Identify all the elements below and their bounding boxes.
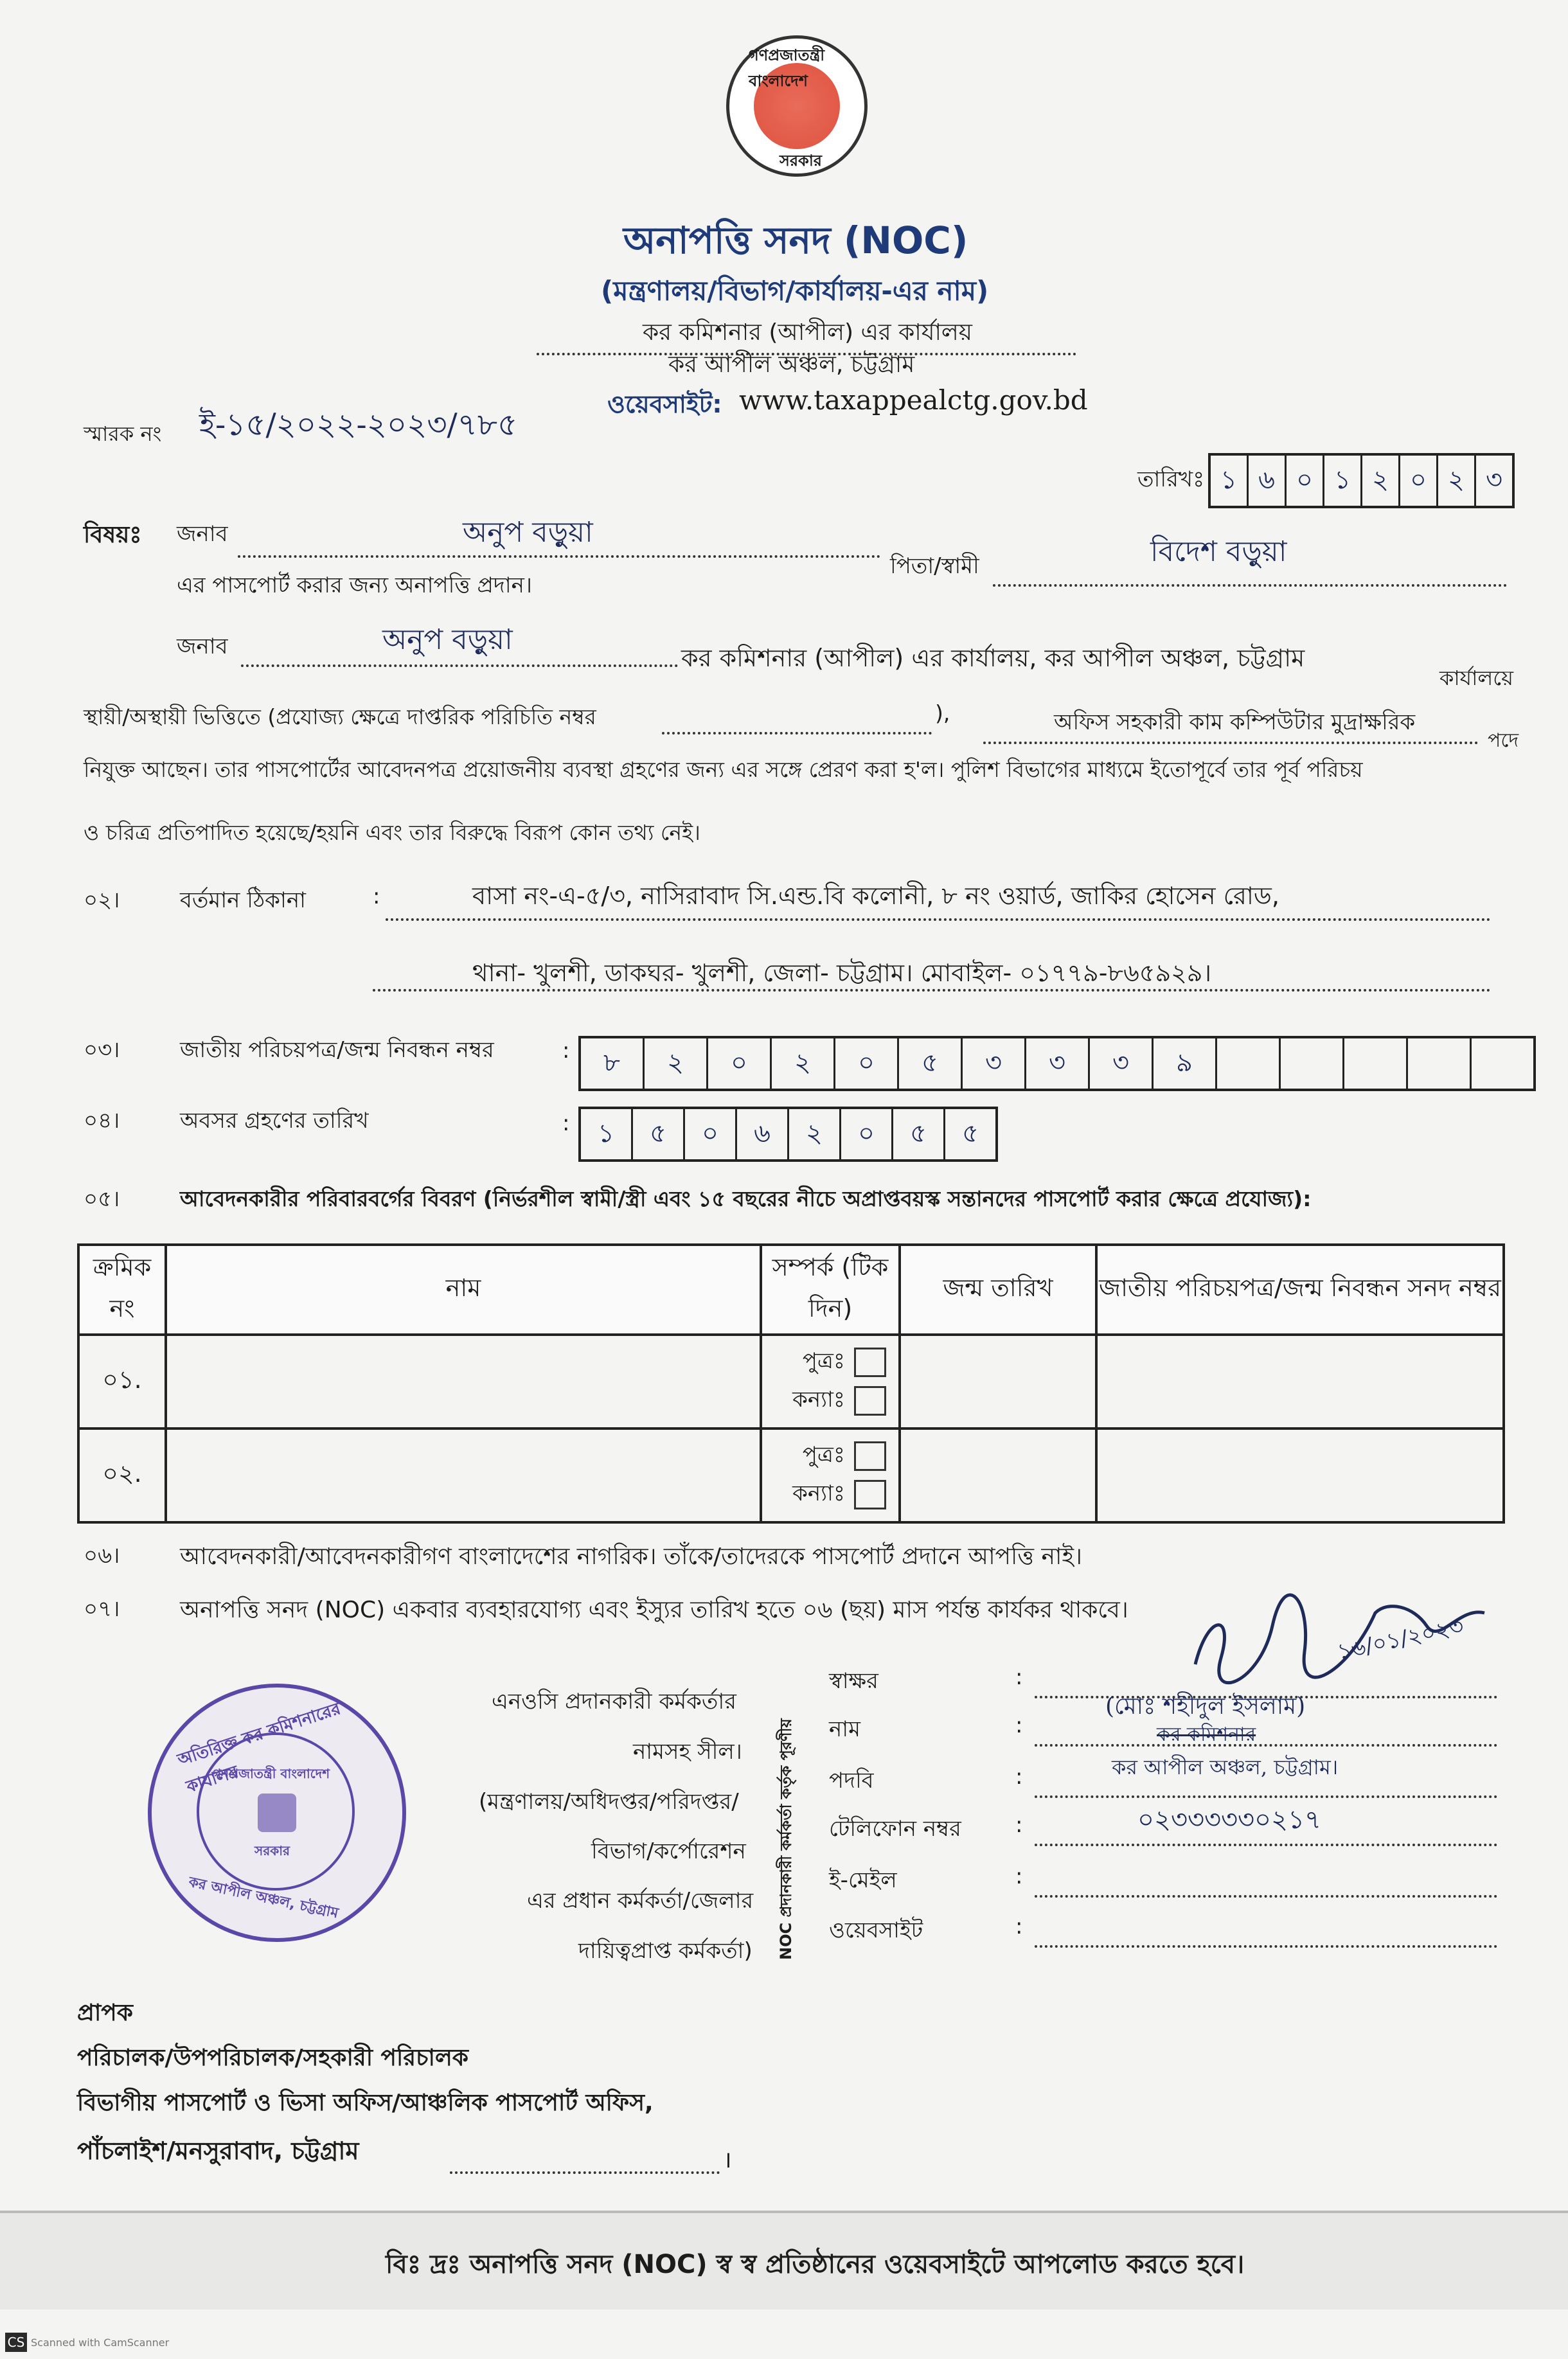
son-checkbox[interactable] — [854, 1348, 886, 1377]
date-digit: ২ — [1438, 456, 1476, 506]
date-digit: ০ — [1287, 456, 1324, 506]
body-line3: নিযুক্ত আছেন। তার পাসপোর্টের আবেদনপত্র প্রয়োজনীয় ব্যবস্থা গ্রহণের জন্য এর সঙ্গে প্রেরণ করা হ'ল। পুলিশ বিভাগের মাধ্যমে ইতোপূর্বে তার পূর্ব পরিচয় — [84, 757, 1363, 782]
item06-text: আবেদনকারী/আবেদনকারীগণ বাংলাদেশের নাগরিক। তাঁকে/তাদেরকে পাসপোর্ট প্রদানে আপত্তি নাই। — [180, 1544, 1083, 1570]
memo-label: স্মারক নং — [84, 422, 162, 446]
ret-digit: ৬ — [737, 1109, 789, 1159]
date-label: তারিখঃ — [1137, 467, 1205, 492]
stamp-ring-bottom: কর আপীল অঞ্চল, চট্টগ্রাম — [187, 1874, 340, 1922]
nid-digit: ৩ — [1026, 1038, 1090, 1089]
memo-number: ই-১৫/২০২২-২০২৩/৭৮৫ — [199, 407, 518, 443]
nid-digit: ৮ — [581, 1038, 645, 1089]
row-name-cell[interactable] — [166, 1429, 761, 1522]
nid-digit — [1472, 1038, 1533, 1089]
signatory-field-label: ই-মেইল — [829, 1867, 897, 1893]
signatory-field-label: টেলিফোন নম্বর — [829, 1816, 961, 1842]
body-office: কর কমিশনার (আপীল) এর কার্যালয়, কর আপীল অঞ্চল, চট্টগ্রাম — [681, 644, 1305, 672]
signatory-designation: কর কমিশনার — [1157, 1723, 1256, 1746]
subject-line2: এর পাসপোর্ট করার জন্য অনাপত্তি প্রদান। — [177, 573, 533, 598]
signatory-field-line[interactable] — [1035, 1793, 1497, 1798]
daughter-checkbox[interactable] — [854, 1386, 886, 1416]
seal-ring-top: গণপ্রজাতন্ত্রী বাংলাদেশ — [749, 46, 825, 90]
website-label: ওয়েবসাইট: — [607, 390, 722, 418]
signatory-field-line[interactable] — [1035, 1741, 1497, 1747]
daughter-checkbox[interactable] — [854, 1480, 886, 1509]
date-digit: ১ — [1324, 456, 1362, 506]
official-id-dots — [662, 729, 932, 734]
office-stamp — [148, 1684, 406, 1942]
item05-text: আবেদনকারীর পরিবারবর্গের বিবরণ (নির্ভরশীল স্বামী/স্ত্রী এবং ১৫ বছরের নীচে অপ্রাপ্তবয়স্ক সন্তানদের পাসপোর্ট করার ক্ষেত্রে প্রযোজ্য): — [180, 1186, 1312, 1211]
signatory-line3: (মন্ত্রণালয়/অধিদপ্তর/পরিদপ্তর/ — [479, 1789, 739, 1815]
document-subtitle: (মন্ত্রণালয়/বিভাগ/কার্যালয়-এর নাম) — [601, 275, 989, 307]
footer-note: বিঃ দ্রঃ অনাপত্তি সনদ (NOC) স্ব স্ব প্রতিষ্ঠানের ওয়েবসাইটে আপলোড করতে হবে। — [386, 2250, 1245, 2279]
item04-colon: : — [562, 1110, 570, 1136]
son-checkbox[interactable] — [854, 1441, 886, 1471]
address-line2: থানা- খুলশী, ডাকঘর- খুলশী, জেলা- চট্টগ্রাম। মোবাইল- ০১৭৭৯-৮৬৫৯২৯। — [472, 959, 1212, 987]
designation: অফিস সহকারী কাম কম্পিউটার মুদ্রাক্ষরিক — [1054, 709, 1416, 735]
nid-boxes — [578, 1036, 1536, 1091]
body-office-suffix: কার্যালয়ে — [1439, 666, 1513, 690]
table-row — [78, 1429, 1504, 1522]
website-url: www.taxappealctg.gov.bd — [739, 384, 1088, 416]
col-nid: জাতীয় পরিচয়পত্র/জন্ম নিবন্ধন সনদ নম্বর — [1096, 1245, 1504, 1335]
body-name: অনুপ বড়ুয়া — [382, 623, 513, 656]
stamp-inner-top: গণপ্রজাতন্ত্রী বাংলাদেশ — [213, 1766, 330, 1781]
row-nid-cell[interactable] — [1096, 1429, 1504, 1522]
date-digit: ৩ — [1485, 465, 1502, 495]
row-name-cell[interactable] — [166, 1335, 761, 1429]
subject-name: অনুপ বড়ুয়া — [463, 516, 593, 549]
row-nid-cell[interactable] — [1096, 1335, 1504, 1429]
nid-digit: ৩ — [1090, 1038, 1154, 1089]
recipient-dots — [450, 2169, 720, 2174]
address-line1: বাসা নং-এ-৫/৩, নাসিরাবাদ সি.এন্ড.বি কলোনী, ৮ নং ওয়ার্ড, জাকির হোসেন রোড, — [472, 882, 1279, 910]
row-dob-cell[interactable] — [900, 1429, 1096, 1522]
item02-colon: : — [373, 884, 380, 909]
row-relation-cell — [761, 1335, 900, 1429]
stamp-inner-bottom: সরকার — [254, 1843, 290, 1858]
government-seal — [726, 35, 868, 177]
nid-digit: ২ — [772, 1038, 835, 1089]
date-digit: ১ — [1211, 456, 1249, 506]
signatory-name: (মোঃ শহীদুল ইসলাম) — [1105, 1693, 1306, 1720]
father-name-dots — [993, 582, 1507, 587]
nid-digit — [1281, 1038, 1344, 1089]
body-mr-label: জনাব — [177, 634, 228, 659]
signatory-field-colon: : — [1015, 1914, 1023, 1939]
signature-date: ১৬/০১/২০২৩ — [1335, 1613, 1466, 1666]
table-row — [78, 1335, 1504, 1429]
subject-label: বিষয়ঃ — [84, 522, 142, 548]
col-relation: সম্পর্ক (টিক দিন) — [761, 1245, 900, 1335]
recipient-label: প্রাপক — [77, 2000, 133, 2026]
office-line2: কর আপীল অঞ্চল, চট্টগ্রাম — [668, 352, 915, 378]
office-line1: কর কমিশনার (আপীল) এর কার্যালয় — [643, 319, 972, 346]
signatory-field-label: স্বাক্ষর — [829, 1668, 878, 1694]
date-digit: ৬ — [1249, 456, 1287, 506]
family-table-header — [78, 1245, 1504, 1335]
item06-num: ০৬। — [84, 1543, 120, 1569]
son-label: পুত্রঃ — [802, 1348, 845, 1374]
item02-num: ০২। — [84, 887, 120, 913]
nid-digit — [1408, 1038, 1472, 1089]
item03-num: ০৩। — [84, 1037, 120, 1063]
father-name: বিদেশ বড়ুয়া — [1150, 535, 1287, 568]
signatory-line6: দায়িত্বপ্রাপ্ত কর্মকর্তা) — [578, 1938, 753, 1964]
seal-ring-bottom: সরকার — [780, 152, 823, 170]
signatory-line1: এনওসি প্রদানকারী কর্মকর্তার — [492, 1689, 736, 1714]
nid-digit: ০ — [708, 1038, 772, 1089]
nid-digit: ০ — [835, 1038, 899, 1089]
body-line2b: ), — [935, 700, 950, 726]
ret-digit: ০ — [841, 1109, 893, 1159]
item07-text: অনাপত্তি সনদ (NOC) একবার ব্যবহারযোগ্য এবং ইস্যুর তারিখ হতে ০৬ (ছয়) মাস পর্যন্ত কার্যকর থাকবে। — [180, 1597, 1128, 1623]
item03-colon: : — [562, 1038, 570, 1064]
subject-mr-label: জনাব — [177, 521, 228, 547]
retirement-date-boxes — [578, 1107, 998, 1162]
ret-digit: ২ — [789, 1109, 841, 1159]
recipient-line1: পরিচালক/উপপরিচালক/সহকারী পরিচালক — [77, 2045, 468, 2071]
signatory-line5: এর প্রধান কর্মকর্তা/জেলার — [527, 1888, 754, 1914]
ret-digit: ০ — [685, 1109, 737, 1159]
row-serial: ০২. — [78, 1429, 166, 1522]
body-line4: ও চরিত্র প্রতিপাদিত হয়েছে/হয়নি এবং তার বিরুদ্ধে বিরূপ কোন তথ্য নেই। — [84, 820, 700, 845]
document-title: অনাপত্তি সনদ (NOC) — [623, 218, 968, 262]
col-dob: জন্ম তারিখ — [900, 1245, 1096, 1335]
daughter-label: কন্যাঃ — [792, 1480, 845, 1506]
item07-num: ০৭। — [84, 1596, 120, 1622]
col-name: নাম — [166, 1245, 761, 1335]
signatory-field-label: নাম — [829, 1716, 861, 1742]
camscanner-label: Scanned with CamScanner — [31, 2337, 170, 2349]
item02-label: বর্তমান ঠিকানা — [180, 887, 306, 913]
nid-digit: ৫ — [899, 1038, 963, 1089]
signatory-field-colon: : — [1015, 1812, 1023, 1838]
father-label: পিতা/স্বামী — [890, 553, 979, 579]
daughter-label: কন্যাঃ — [792, 1386, 845, 1412]
body-line2a: স্থায়ী/অস্থায়ী ভিত্তিতে (প্রযোজ্য ক্ষেত্রে দাপ্তরিক পরিচিতি নম্বর — [84, 704, 596, 729]
row-serial: ০১. — [78, 1335, 166, 1429]
row-relation-cell — [761, 1429, 900, 1522]
col-serial: ক্রমিক নং — [78, 1245, 166, 1335]
item04-num: ০৪। — [84, 1108, 120, 1134]
nid-digit: ৯ — [1154, 1038, 1217, 1089]
footer-note-bar — [0, 2211, 1568, 2310]
recipient-line3: পাঁচলাইশ/মনসুরাবাদ, চট্টগ্রাম — [77, 2137, 359, 2165]
signatory-field-colon: : — [1015, 1664, 1023, 1690]
stamp-map-icon — [258, 1794, 296, 1832]
signatory-field-line[interactable] — [1035, 1943, 1497, 1948]
item05-num: ০৫। — [84, 1186, 120, 1212]
signatory-field-colon: : — [1015, 1764, 1023, 1790]
signatory-line4: বিভাগ/কর্পোরেশন — [591, 1838, 746, 1864]
stamp-ring-text: অতিরিক্ত কর কমিশনারের কার্যালয় — [175, 1699, 343, 1797]
signatory-office: কর আপীল অঞ্চল, চট্টগ্রাম। — [1112, 1755, 1339, 1779]
date-digit: ০ — [1400, 456, 1438, 506]
nid-digit — [1344, 1038, 1408, 1089]
ret-digit: ৫ — [962, 1118, 979, 1148]
camscanner-logo-icon: CS — [5, 2333, 27, 2352]
noc-vertical-label: NOC প্রদানকারী কর্মকর্তা কর্তৃক পূরণীয় — [777, 1718, 795, 1960]
nid-digit — [1217, 1038, 1281, 1089]
nid-digit: ২ — [645, 1038, 708, 1089]
signatory-field-colon: : — [1015, 1713, 1023, 1738]
signatory-field-colon: : — [1015, 1864, 1023, 1889]
recipient-line2: বিভাগীয় পাসপোর্ট ও ভিসা অফিস/আঞ্চলিক পাসপোর্ট অফিস, — [77, 2090, 654, 2116]
ret-digit: ১ — [581, 1109, 633, 1159]
family-table — [77, 1243, 1505, 1524]
signatory-line2: নামসহ সীল। — [633, 1739, 742, 1765]
signatory-phone: ০২৩৩৩৩৩০২১৭ — [1137, 1805, 1322, 1835]
recipient-line3-end: । — [723, 2147, 732, 2173]
signatory-field-label: পদবি — [829, 1768, 874, 1794]
ret-digit: ৫ — [893, 1109, 945, 1159]
son-label: পুত্রঃ — [802, 1441, 845, 1468]
designation-suffix: পদে — [1488, 729, 1519, 752]
nid-digit: ৩ — [963, 1038, 1026, 1089]
item04-label: অবসর গ্রহণের তারিখ — [180, 1108, 369, 1134]
date-boxes — [1208, 453, 1515, 508]
signatory-field-label: ওয়েবসাইট — [829, 1918, 923, 1943]
ret-digit: ৫ — [633, 1109, 685, 1159]
row-dob-cell[interactable] — [900, 1335, 1096, 1429]
date-digit: ২ — [1362, 456, 1400, 506]
item03-label: জাতীয় পরিচয়পত্র/জন্ম নিবন্ধন নম্বর — [180, 1037, 494, 1063]
signatory-field-line[interactable] — [1035, 1892, 1497, 1898]
